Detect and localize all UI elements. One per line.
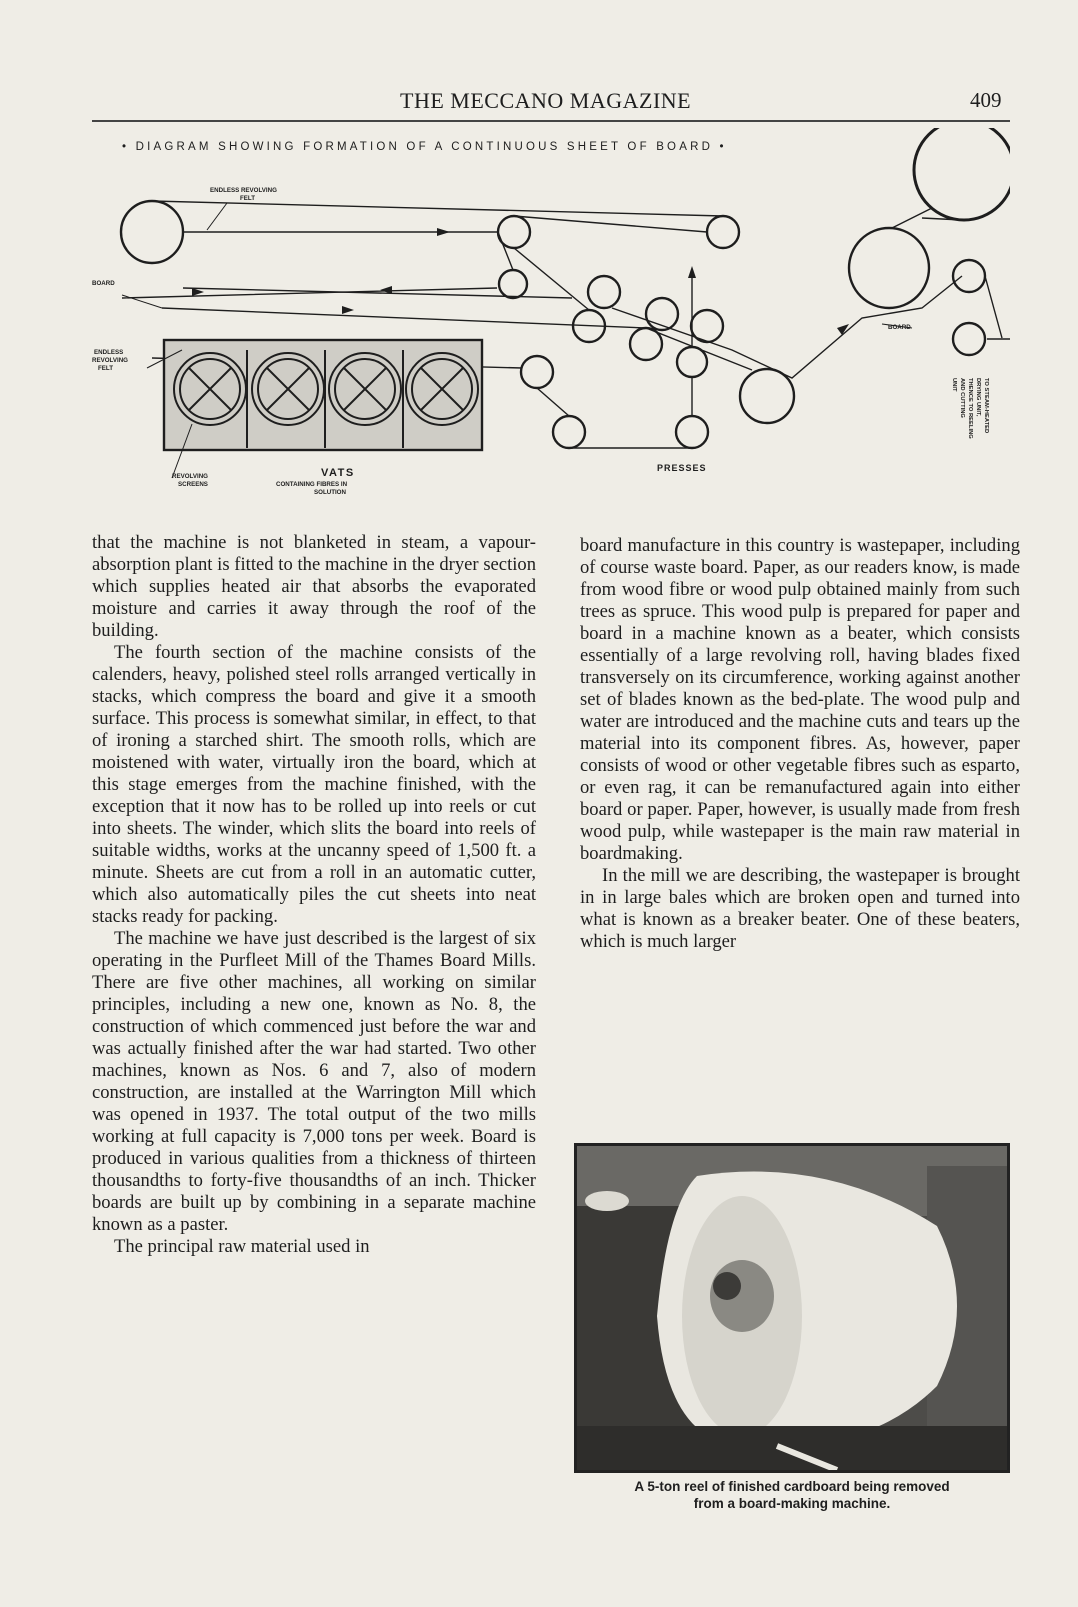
diagram-title: • DIAGRAM SHOWING FORMATION OF A CONTINUOUS SHEET OF BOARD • (122, 141, 727, 153)
press-roller-4 (953, 323, 985, 355)
paragraph: The machine we have just described is the largest of six operating in the Purfleet Mill of the Thames Board Mills. There are five other machines, all working on similar principles, including a new one, known as No. 8, the construction of which commenced just before the war and was actually finished after the war had started. Two other machines, known as Nos. 6 and 7, also of modern construction, are installed at the Warrington Mill which was opened in 1937. The total output of the two mills working at full capacity is 7,000 tons per week. Board is produced in various qualities from a thickness of thirteen thousandths to forty-five thousandths of an inch. Thicker boards are built up by combining in a separate machine known as a paster. (92, 928, 536, 1235)
top-felt-line (152, 201, 723, 310)
caption-line: A 5-ton reel of finished cardboard being removed (634, 1479, 950, 1494)
bottom-roller-2 (676, 416, 708, 448)
right-column (580, 535, 1020, 953)
press-roller-2 (849, 228, 929, 308)
label-board-left: BOARD (92, 280, 115, 287)
felt-roller-11 (521, 356, 553, 388)
bottom-roller-1 (553, 416, 585, 448)
felt-roller-3 (707, 216, 739, 248)
label-dryer-4: AND CUTTING (959, 378, 965, 418)
label-dryer-1: TO STEAM-HEATED (983, 378, 989, 434)
photo-caption (570, 1478, 1014, 1512)
label-bottom-felt-2: REVOLVING (92, 357, 128, 364)
press-roller-1 (740, 369, 794, 423)
label-dryer-3: THENCE TO REELING (967, 378, 973, 439)
board-formation-diagram (92, 128, 1010, 528)
label-top-felt-2: FELT (240, 195, 256, 202)
felt-roller-4 (499, 270, 527, 298)
felt-roller-5 (588, 276, 620, 308)
label-screens-2: SCREENS (178, 481, 208, 488)
felt-roller-1 (121, 201, 183, 263)
paragraph: The principal raw material used in (114, 1236, 370, 1257)
paragraph: board manufacture in this country is wastepaper, including of course waste board. Paper, as our readers know, is made from wood fibre or wood pulp obtained mainly from such trees as spruce. This wood pulp is prepared for paper and board in a machine known as a beater, which consists essentially of a large revolving roll, having blades fixed transversely on its circumference, working against another set of blades known as the bed-plate. The wood pulp and water are introduced and the machine cuts and tears up the material into its component fibres. As, however, paper consists of wood or other vegetable fibres such as esparto, or even rag, it can be remanufactured again into either board or paper. Paper, however, is usually made from fresh wood pulp, while wastepaper is the main raw material in boardmaking. (580, 535, 1020, 864)
label-presses: PRESSES (657, 463, 707, 473)
caption-line: from a board-making machine. (693, 1496, 891, 1511)
label-board-right: BOARD (888, 324, 911, 331)
paragraph: that the machine is not blanketed in steam, a vapour-absorption plant is fitted to the machine in the dryer section which supplies heated air that absorbs the evaporated moisture and carries it away through the roof of the building. (92, 532, 536, 641)
label-vats-sub-1: CONTAINING FIBRES IN (276, 481, 348, 488)
label-screens-1: REVOLVING (172, 473, 208, 480)
paragraph: The fourth section of the machine consists of the calenders, heavy, polished steel rolls arranged vertically in stacks, which compress the board and give it a smooth surface. This process is somewhat similar, in effect, to that of ironing a starched shirt. The smooth rolls, which are moistened with water, virtually iron the board, which at this stage emerges from the machine finished, with the exception that it now has to be rolled up into reels or cut into sheets. The winder, which slits the board into reels of suitable widths, works at the uncanny speed of 1,500 ft. a minute. Sheets are cut from a roll in an automatic cutter, which also automatically piles the cut sheets into neat stacks ready for packing. (92, 642, 536, 927)
label-dryer-2: DRYING UNIT, (975, 378, 981, 417)
label-top-felt-1: ENDLESS REVOLVING (210, 187, 277, 194)
felt-roller-10 (677, 347, 707, 377)
paragraph: In the mill we are describing, the wastepaper is brought in in large bales which are broken open and turned into what is known as a breaker beater. One of these beaters, which is much larger (580, 865, 1020, 952)
press-roller-3 (953, 260, 985, 292)
header-rule (92, 120, 1010, 122)
label-vats: VATS (321, 467, 355, 479)
label-dryer-5: UNIT (951, 378, 957, 392)
label-vats-sub-2: SOLUTION (314, 489, 346, 496)
left-column (92, 532, 536, 1258)
page-number: 409 (970, 88, 1002, 112)
dryer-roller (914, 128, 1010, 220)
cardboard-reel-photo (574, 1143, 1010, 1473)
magazine-title: THE MECCANO MAGAZINE (400, 88, 692, 113)
label-bottom-felt-3: FELT (98, 365, 114, 372)
label-bottom-felt-1: ENDLESS (94, 349, 124, 356)
